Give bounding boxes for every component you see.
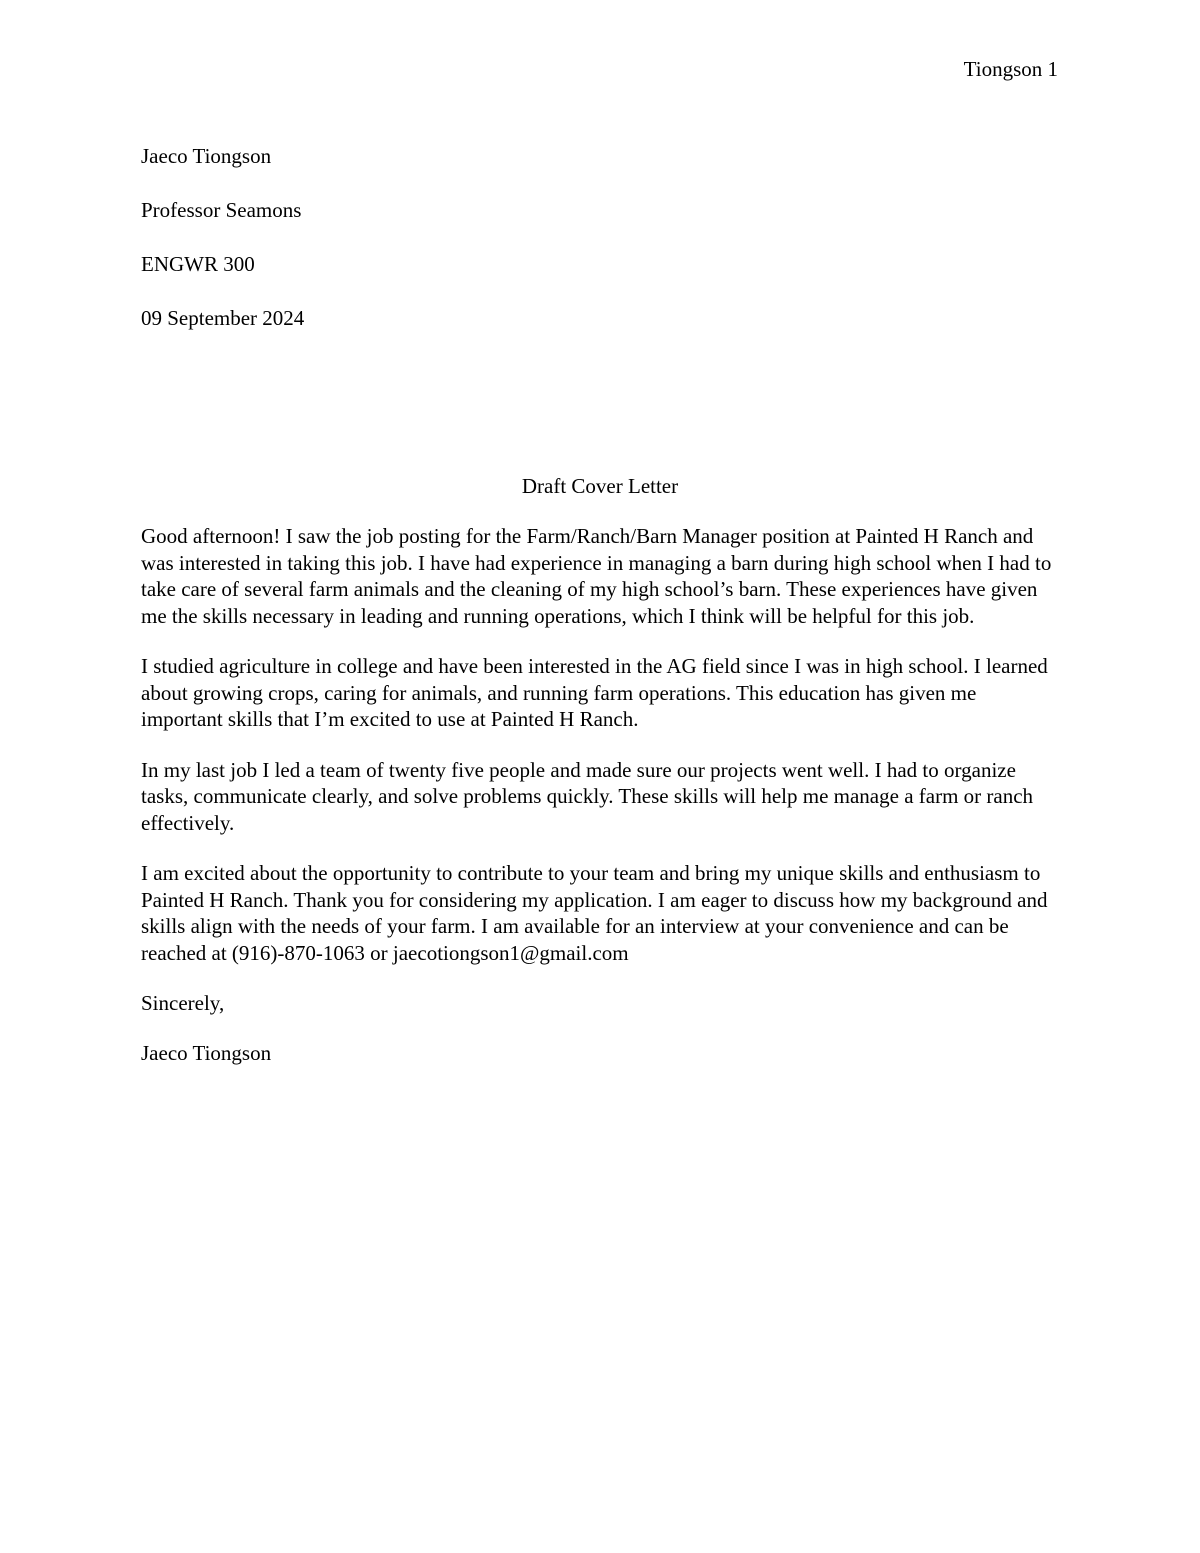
running-head: Tiongson 1 [963,57,1058,81]
paragraph-experience: In my last job I led a team of twenty five people and made sure our projects went well. I had to organize tasks, communicate clearly, and solve problems quickly. These skills will help me manage a farm or ranch effectively. [141,757,1034,835]
date-line: 09 September 2024 [141,306,305,330]
signature: Jaeco Tiongson [141,1041,272,1065]
paragraph-education: I studied agriculture in college and have been interested in the AG field since I was in high school. I learned about growing crops, caring for animals, and running farm operations. This education has given me important skills that I’m excited to use at Painted H Ranch. [141,654,1048,731]
mla-heading [141,143,1059,359]
student-name: Jaeco Tiongson [141,144,272,168]
paragraph-conclusion: I am excited about the opportunity to contribute to your team and bring my unique skills and enthusiasm to Painted H Ranch. Thank you for considering my application. I am eager to discuss how my background and skills align with the needs of your farm. I am available for an interview at your convenience and can be reached at (916)-870-1063 or jaecotiongson1@gmail.com [141,861,1048,965]
paragraph-intro: Good afternoon! I saw the job posting for the Farm/Ranch/Barn Manager position at Painted H Ranch and was interested in taking this job. I have had experience in managing a barn during high school when I had to take care of several farm animals and the cleaning of my high school’s barn. These experiences have given me the skills necessary in leading and running operations, which I think will be helpful for this job. [141,524,1052,628]
course-name: ENGWR 300 [141,252,255,276]
document-title: Draft Cover Letter [521,474,679,498]
valediction: Sincerely, [141,991,225,1015]
professor-name: Professor Seamons [141,198,302,222]
letter-body [141,523,1059,1090]
